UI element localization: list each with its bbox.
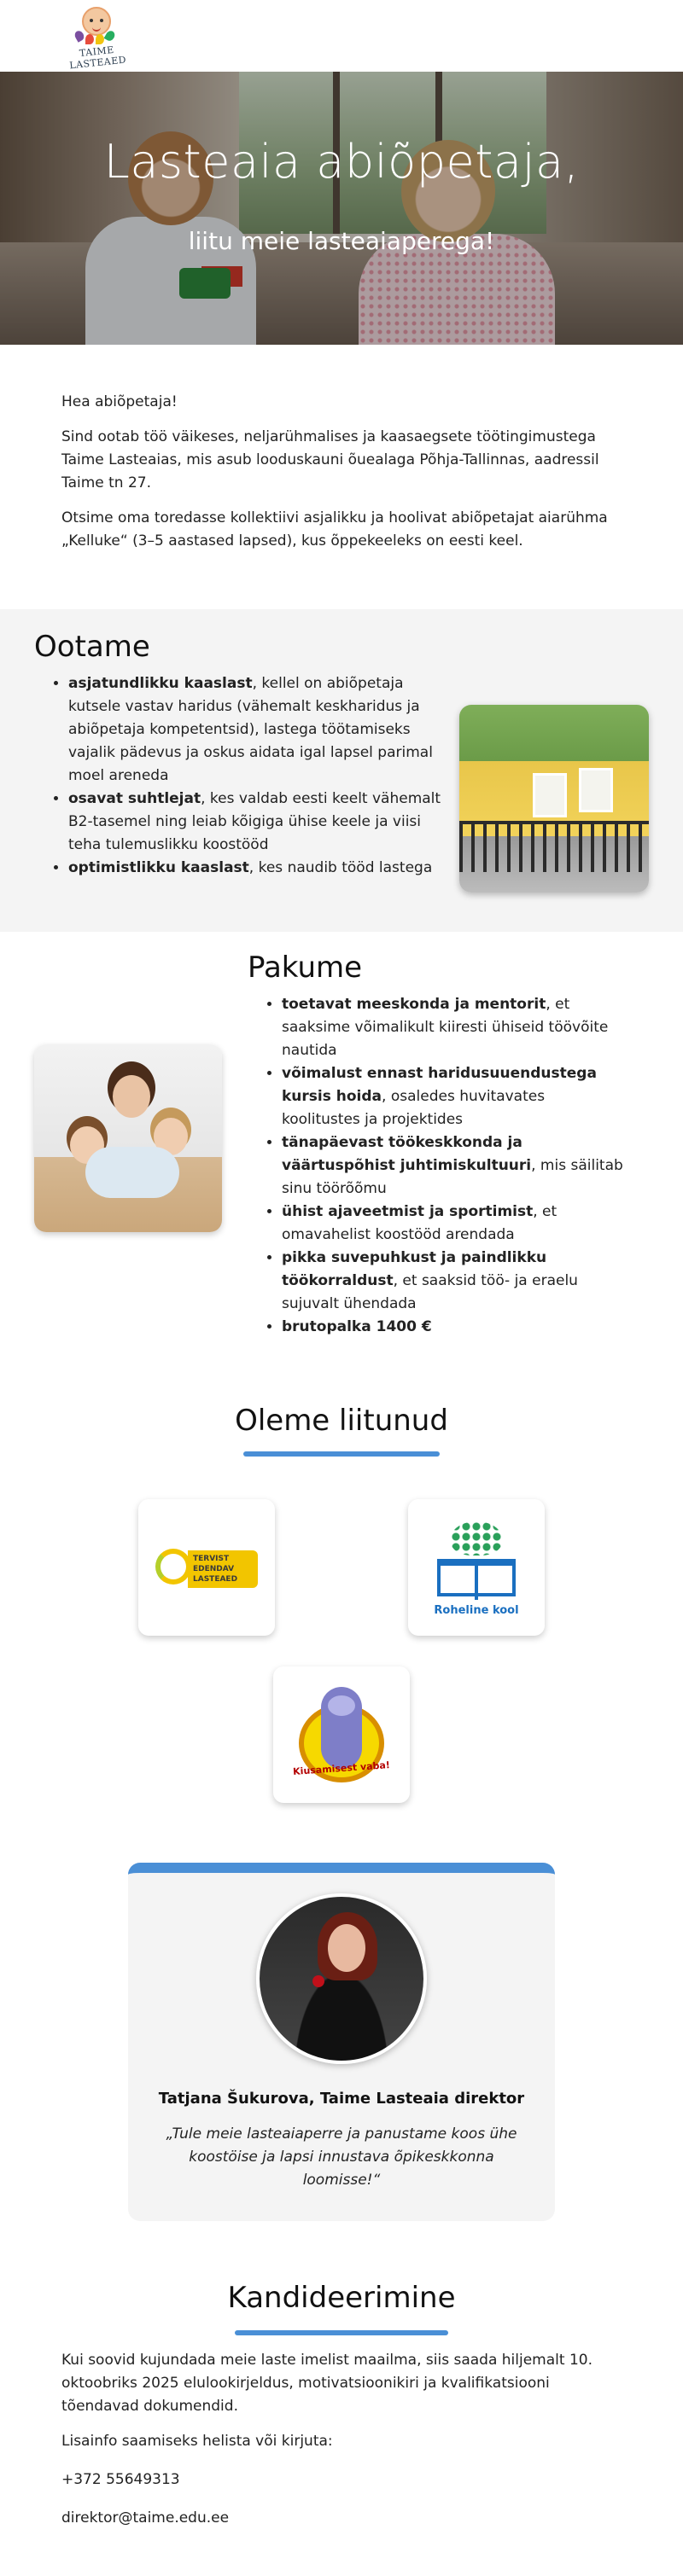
pakume-heading: Pakume [248, 951, 363, 985]
tervist-edendav-lasteaed-logo-icon: TERVIST EDENDAV LASTEAED [155, 1542, 258, 1593]
kiusamisest-vaba-logo-icon: Kiusamisest vaba! [290, 1683, 393, 1786]
list-item: • optimistlikku kaaslast, kes naudib tööd lastega [68, 857, 444, 880]
list-item: • brutopalka 1400 € [282, 1316, 623, 1339]
list-item: • toetavat meeskonda ja mentorit, et saaksime võimalikult kiiresti ühiseid töövõite nautida [282, 993, 623, 1062]
rose-icon [312, 1975, 324, 1987]
intro-greeting: Hea abiõpetaja! [61, 393, 178, 410]
director-quote: „Tule meie lasteaiaperre ja panustame koos ühe koostöise ja lapsi innustava õpikeskkonna loomisse!“ [166, 2125, 517, 2189]
site-header [0, 0, 683, 72]
phone-link[interactable]: +372 55649313 [61, 2471, 180, 2488]
intro-paragraph-1: Sind ootab töö väikeses, neljarühmalises ja kaasaegsete töötingimustega Taime Lasteaias, mis asub looduskauni õuealaga Põhja-Tallinnas, aadressil Taime tn 27. [61, 428, 599, 491]
ootame-heading: Ootame [34, 630, 150, 664]
pakume-section [0, 932, 683, 1373]
ootame-section [0, 609, 683, 932]
hero-subtitle: liitu meie lasteaiaperega! [188, 227, 495, 255]
kandideerimine-section [0, 2281, 683, 2576]
hero-title: Lasteaia abiõpetaja, [103, 135, 580, 189]
heading-underline [235, 2330, 448, 2335]
pakume-list [248, 993, 623, 1339]
taime-lasteaed-logo[interactable] [61, 5, 130, 72]
kindergarten-building-photo [459, 705, 649, 893]
hero-banner [0, 72, 683, 345]
application-instructions: Kui soovid kujundada meie laste imelist maailma, siis saada hiljemalt 10. oktoobriks 2025 elulookirjeldus, motivatsioonikiri ja kvalifikatsiooni tõendavad dokumendid. [61, 2352, 593, 2415]
list-item: • osavat suhtlejat, kes valdab eesti keelt vähemalt B2-tasemel ning leiab kõigiga ühise keele ja viisi teha tulemuslikku koostööd [68, 788, 444, 857]
intro-section [0, 345, 683, 609]
logo-text: TAIME LASTEAED [68, 44, 127, 72]
heading-underline [243, 1451, 440, 1457]
director-name: Tatjana Šukurova, Taime Lasteaia direktor [158, 2090, 525, 2108]
intro-paragraph-2: Otsime oma toredasse kollektiivi asjalikku ja hoolivat abiõpetajat aiarühma „Kelluke“ (3–5 aastased lapsed), kus õppekeeleks on eesti keel. [61, 509, 608, 550]
email-link[interactable]: direktor@taime.edu.ee [61, 2509, 230, 2527]
list-item: • asjatundlikku kaaslast, kellel on abiõpetaja kutsele vastav haridus (vähemalt keskharidus ja abiõpetaja kompetentsid), lastega töötamiseks vajalik pädevus ja oskus aidata igal lapsel parimal moel areneda [68, 672, 444, 788]
liitunud-heading: Oleme liitunud [235, 1404, 448, 1438]
quote-card [128, 1863, 555, 2221]
roheline-kool-badge[interactable] [408, 1499, 545, 1636]
kiusamisest-vaba-badge[interactable] [273, 1666, 410, 1803]
contact-intro: Lisainfo saamiseks helista või kirjuta: [61, 2433, 333, 2450]
list-item: • tänapäevast töökeskkonda ja väärtuspõhist juhtimiskultuuri, mis säilitab sinu töörõõmu [282, 1131, 623, 1201]
list-item: • võimalust ennast haridusuuendustega kursis hoida, osaledes huvitavates koolitustes ja projektides [282, 1062, 623, 1131]
director-portrait [256, 1893, 427, 2064]
ootame-list [34, 672, 444, 880]
list-item: • pikka suvepuhkust ja paindlikku töökorraldust, et saaksid töö- ja eraelu sujuvalt ühendada [282, 1247, 623, 1316]
kandideerimine-heading: Kandideerimine [227, 2281, 456, 2315]
family-photo [34, 1044, 222, 1232]
liitunud-section [0, 1373, 683, 1837]
director-quote-section [0, 1837, 683, 2281]
tervist-edendav-badge[interactable] [138, 1499, 275, 1636]
list-item: • ühist ajaveetmist ja sportimist, et omavahelist koostööd arendada [282, 1201, 623, 1247]
roheline-kool-logo-icon: Roheline kool [425, 1516, 528, 1619]
